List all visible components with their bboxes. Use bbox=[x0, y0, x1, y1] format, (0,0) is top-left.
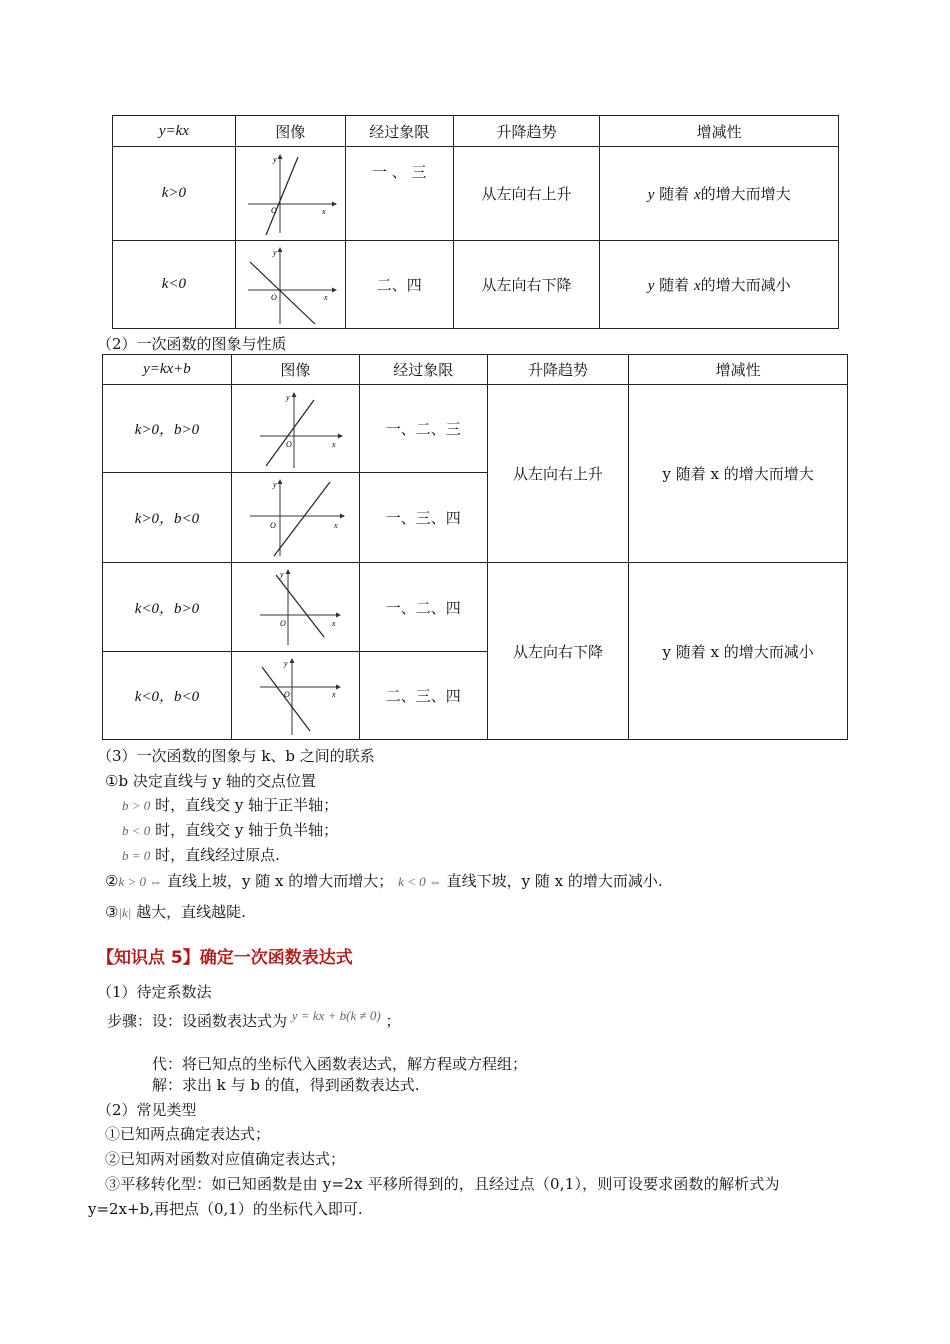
quadrants-cell: 二、三、四 bbox=[359, 652, 487, 740]
section5-sub1: （1）待定系数法 bbox=[97, 983, 212, 1001]
x-axis-arrow bbox=[336, 684, 341, 689]
header-trend: 升降趋势 bbox=[487, 355, 629, 385]
item3-end: 越大，直线越陡. bbox=[136, 903, 246, 921]
y-axis-label: y bbox=[286, 392, 290, 402]
caption-table2: （2）一次函数的图象与性质 bbox=[97, 335, 287, 353]
header-function: y=kx+b bbox=[103, 355, 232, 385]
function-line bbox=[266, 400, 314, 466]
graph-kpos-bneg bbox=[240, 476, 350, 560]
y-axis-arrow bbox=[292, 392, 297, 397]
monotonic-cell bbox=[600, 147, 839, 241]
y-axis-label: y bbox=[273, 154, 277, 164]
b-zero-text: 时，直线经过原点. bbox=[155, 846, 280, 864]
quadrants-cell: 一、二、三 bbox=[359, 385, 487, 473]
origin-label: O bbox=[271, 292, 278, 302]
graph-kpos-bpos bbox=[240, 388, 350, 470]
condition-cell: k<0，b<0 bbox=[103, 652, 232, 740]
quadrants-cell: 二、四 bbox=[345, 241, 453, 329]
section3-item3 bbox=[105, 901, 246, 922]
graph-cell bbox=[231, 563, 359, 652]
trend-cell: 从左向右上升 bbox=[453, 147, 600, 241]
table-row bbox=[103, 563, 848, 652]
step-substitute: 代：将已知点的坐标代入函数表达式，解方程或方程组； bbox=[152, 1055, 528, 1073]
b-positive-math: b > 0 bbox=[122, 798, 151, 813]
mono-text: 随着 bbox=[659, 276, 690, 294]
type1: ①已知两点确定表达式； bbox=[105, 1125, 271, 1143]
mono-text-end: 的增大而减小 bbox=[700, 276, 791, 294]
var-x: x bbox=[693, 278, 701, 294]
table-ykxb bbox=[102, 354, 848, 740]
graph-cell bbox=[235, 241, 345, 329]
condition-cell: k>0，b>0 bbox=[103, 385, 232, 473]
var-x: x bbox=[693, 187, 701, 203]
table-header-row bbox=[103, 355, 848, 385]
origin-label: O bbox=[284, 689, 291, 699]
section3-item1: ①b 决定直线与 y 轴的交点位置 bbox=[105, 772, 316, 790]
abs-k-math: |k| bbox=[118, 905, 132, 920]
table-header-row bbox=[113, 116, 839, 147]
origin-label: O bbox=[270, 520, 277, 530]
graph-cell bbox=[231, 385, 359, 473]
mono-text-end: 的增大而增大 bbox=[700, 185, 791, 203]
x-axis-label: x bbox=[332, 619, 336, 628]
step-solve: 解：求出 k 与 b 的值，得到函数表达式. bbox=[152, 1076, 420, 1094]
table-row bbox=[103, 385, 848, 473]
y-axis-arrow bbox=[286, 569, 291, 574]
monotonic-cell bbox=[600, 241, 839, 329]
y-axis-label: y bbox=[273, 479, 277, 489]
trend-cell: 从左向右下降 bbox=[487, 563, 629, 740]
x-axis-arrow bbox=[332, 201, 337, 206]
x-axis-arrow bbox=[336, 613, 341, 618]
item2-prefix: ② bbox=[105, 872, 119, 890]
type3-line1: ③平移转化型：如已知函数是由 y=2x 平移所得到的，且经过点（0,1），则可设要求函数的解析式为 bbox=[105, 1175, 780, 1193]
b-zero-math: b = 0 bbox=[122, 848, 151, 863]
quadrants-cell: 一、二、四 bbox=[359, 563, 487, 652]
function-line bbox=[266, 154, 298, 235]
x-axis-label: x bbox=[324, 292, 328, 302]
section5-heading: 【知识点 5】确定一次函数表达式 bbox=[97, 948, 353, 968]
header-quadrants: 经过象限 bbox=[345, 116, 453, 147]
x-axis-arrow bbox=[332, 287, 337, 292]
y-axis-arrow bbox=[278, 247, 283, 252]
x-axis-label: x bbox=[332, 689, 336, 699]
var-y: y bbox=[647, 187, 655, 203]
x-axis-label: x bbox=[332, 439, 336, 449]
monotonic-cell: y 随着 x 的增大而减小 bbox=[629, 563, 848, 740]
condition-cell: k>0，b<0 bbox=[103, 473, 232, 563]
x-axis-label: x bbox=[322, 206, 326, 216]
y-axis-arrow bbox=[290, 658, 295, 663]
step-set-text: 步骤：设：设函数表达式为 bbox=[107, 1012, 288, 1030]
y-axis-label: y bbox=[284, 658, 288, 668]
y-axis-label: y bbox=[273, 247, 277, 257]
item3-prefix: ③ bbox=[105, 903, 119, 921]
monotonic-cell: y 随着 x 的增大而增大 bbox=[629, 385, 848, 563]
function-line bbox=[262, 667, 310, 731]
graph-cell bbox=[231, 652, 359, 740]
b-zero-line bbox=[122, 844, 280, 865]
function-line bbox=[273, 479, 330, 556]
graph-cell bbox=[235, 147, 345, 241]
y-axis-arrow bbox=[278, 479, 283, 484]
section5-sub2: （2）常见类型 bbox=[97, 1101, 197, 1119]
k-positive-math: k > 0 ⇔ bbox=[118, 874, 163, 889]
condition-cell: k<0 bbox=[113, 241, 236, 329]
x-axis-label: x bbox=[334, 520, 338, 530]
header-monotonic: 增减性 bbox=[600, 116, 839, 147]
table-row bbox=[113, 147, 839, 241]
step-set-line bbox=[107, 1010, 401, 1031]
origin-label: O bbox=[280, 619, 287, 628]
graph-kneg-bpos bbox=[240, 565, 350, 649]
table-row bbox=[113, 241, 839, 329]
origin-label: O bbox=[286, 439, 293, 449]
k-negative-math: k < 0 ⇔ bbox=[398, 874, 442, 889]
type2: ②已知两对函数对应值确定表达式； bbox=[105, 1150, 346, 1168]
header-trend: 升降趋势 bbox=[453, 116, 600, 147]
trend-cell: 从左向右下降 bbox=[453, 241, 600, 329]
graph-cell bbox=[231, 473, 359, 563]
item2-mid: 直线上坡，y 随 x 的增大而增大； bbox=[167, 872, 394, 890]
graph-kneg-bneg bbox=[240, 655, 350, 737]
trend-cell: 从左向右上升 bbox=[487, 385, 629, 563]
condition-cell: k<0，b>0 bbox=[103, 563, 232, 652]
y-axis-arrow bbox=[278, 154, 283, 159]
graph-k-positive bbox=[240, 151, 340, 237]
x-axis-arrow bbox=[340, 513, 345, 518]
header-quadrants: 经过象限 bbox=[359, 355, 487, 385]
quadrants-cell: 一、三、四 bbox=[359, 473, 487, 563]
b-positive-text: 时，直线交 y 轴于正半轴； bbox=[155, 796, 339, 814]
quadrants-cell: 一 、 三 bbox=[345, 147, 453, 241]
x-axis-arrow bbox=[338, 433, 343, 438]
condition-cell: k>0 bbox=[113, 147, 236, 241]
section3-title: （3）一次函数的图象与 k、b 之间的联系 bbox=[97, 747, 375, 765]
step-set-math: y = kx + b(k ≠ 0) bbox=[291, 1008, 381, 1023]
function-line bbox=[250, 262, 315, 324]
item2-end: 直线下坡，y 随 x 的增大而减小. bbox=[446, 872, 663, 890]
mono-text: 随着 bbox=[659, 185, 690, 203]
y-axis-label: y bbox=[280, 570, 284, 579]
header-function: y=kx bbox=[113, 116, 236, 147]
b-negative-line bbox=[122, 819, 338, 840]
b-negative-text: 时，直线交 y 轴于负半轴； bbox=[155, 821, 339, 839]
step-set-end: ； bbox=[385, 1012, 401, 1030]
section3-item2 bbox=[105, 870, 663, 891]
graph-k-negative bbox=[240, 244, 340, 326]
header-graph: 图像 bbox=[231, 355, 359, 385]
header-monotonic: 增减性 bbox=[629, 355, 848, 385]
origin-label: O bbox=[271, 205, 278, 215]
table-ykx bbox=[112, 115, 839, 329]
b-positive-line bbox=[122, 794, 338, 815]
var-y: y bbox=[647, 278, 655, 294]
header-graph: 图像 bbox=[235, 116, 345, 147]
type3-line2: y=2x+b,再把点（0,1）的坐标代入即可. bbox=[88, 1200, 363, 1218]
b-negative-math: b < 0 bbox=[122, 823, 151, 838]
